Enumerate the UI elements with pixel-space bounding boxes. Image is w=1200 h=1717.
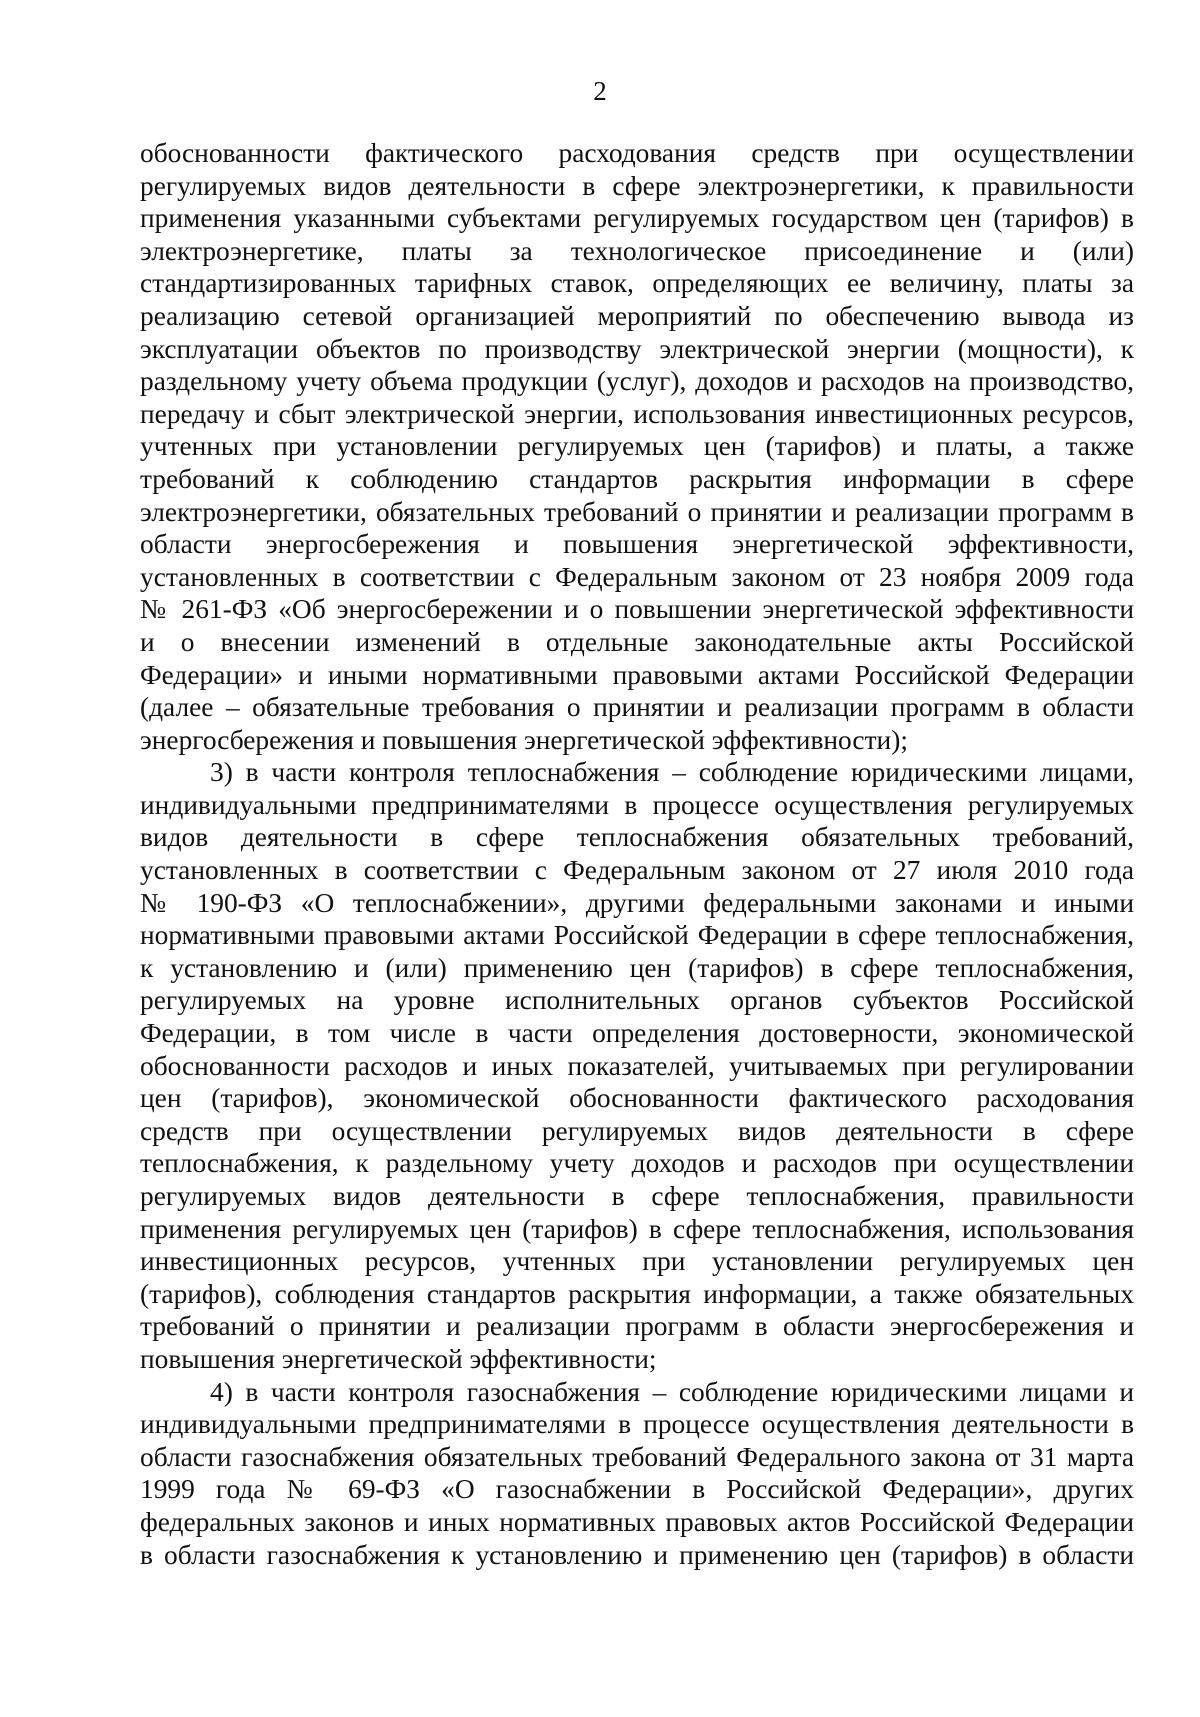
text-line: электроэнергетике, платы за технологическое присоединение и (или)	[140, 235, 1134, 266]
text-line: в области газоснабжения к установлению и применению цен (тарифов) в области	[140, 1539, 1134, 1570]
paragraph-item-3	[140, 756, 1134, 1375]
text-line: области энергосбережения и повышения энергетической эффективности,	[140, 529, 1134, 560]
text-line: индивидуальными предпринимателями в процессе осуществления регулируемых	[140, 789, 1134, 820]
text-line: 4) в части контроля газоснабжения – соблюдение юридическими лицами и	[210, 1376, 1134, 1407]
text-line: требований к соблюдению стандартов раскрытия информации в сфере	[140, 463, 1134, 494]
text-line: установленных в соответствии с Федеральным законом от 27 июля 2010 года	[140, 855, 1134, 886]
text-line: и о внесении изменений в отдельные законодательные акты Российской	[140, 626, 1134, 657]
text-line: обоснованности расходов и иных показателей, учитываемых при регулировании	[140, 1050, 1134, 1081]
text-line: применения регулируемых цен (тарифов) в сфере теплоснабжения, использования	[140, 1213, 1134, 1244]
text-line: учтенных при установлении регулируемых цен (тарифов) и платы, а также	[140, 431, 1134, 462]
text-line: передачу и сбыт электрической энергии, использования инвестиционных ресурсов,	[140, 398, 1134, 429]
text-line: Федерации» и иными нормативными правовыми актами Российской Федерации	[140, 659, 1134, 690]
paragraph-item-4	[140, 1376, 1134, 1572]
text-line: 1999 года № 69-ФЗ «О газоснабжении в Российской Федерации», других	[140, 1474, 1134, 1505]
text-line: обоснованности фактического расходования средств при осуществлении	[140, 138, 1134, 168]
text-line: № 261-ФЗ «Об энергосбережении и о повышении энергетической эффективности	[140, 594, 1134, 625]
text-line: применения указанными субъектами регулируемых государством цен (тарифов) в	[140, 203, 1134, 234]
text-line: цен (тарифов), экономической обоснованности фактического расходования	[140, 1083, 1134, 1114]
text-line: раздельному учету объема продукции (услуг), доходов и расходов на производство,	[140, 366, 1134, 397]
document-body	[140, 137, 1134, 1571]
text-line: средств при осуществлении регулируемых видов деятельности в сфере	[140, 1115, 1134, 1146]
text-line: стандартизированных тарифных ставок, определяющих ее величину, платы за	[140, 268, 1134, 299]
text-line: (тарифов), соблюдения стандартов раскрытия информации, а также обязательных	[140, 1278, 1134, 1309]
text-line: энергосбережения и повышения энергетической эффективности);	[140, 724, 908, 755]
text-line: теплоснабжения, к раздельному учету доходов и расходов при осуществлении	[140, 1148, 1134, 1179]
text-line: установленных в соответствии с Федеральным законом от 23 ноября 2009 года	[140, 561, 1134, 592]
text-line: (далее – обязательные требования о принятии и реализации программ в области	[140, 692, 1134, 723]
text-line: инвестиционных ресурсов, учтенных при установлении регулируемых цен	[140, 1246, 1134, 1277]
text-line: федеральных законов и иных нормативных правовых актов Российской Федерации	[140, 1506, 1134, 1537]
paragraph-continuation	[140, 137, 1134, 756]
text-line: нормативными правовыми актами Российской Федерации в сфере теплоснабжения,	[140, 920, 1134, 951]
text-line: видов деятельности в сфере теплоснабжения обязательных требований,	[140, 822, 1134, 853]
text-line: регулируемых видов деятельности в сфере электроэнергетики, к правильности	[140, 170, 1134, 201]
text-line: повышения энергетической эффективности;	[140, 1343, 657, 1374]
text-line: реализацию сетевой организацией мероприятий по обеспечению вывода из	[140, 300, 1134, 331]
text-line: регулируемых видов деятельности в сфере теплоснабжения, правильности	[140, 1181, 1134, 1211]
text-line: индивидуальными предпринимателями в процессе осуществления деятельности в	[140, 1409, 1134, 1440]
text-line: требований о принятии и реализации программ в области энергосбережения и	[140, 1311, 1134, 1342]
text-line: Федерации, в том числе в части определения достоверности, экономической	[140, 1018, 1134, 1049]
text-line: области газоснабжения обязательных требований Федерального закона от 31 марта	[140, 1441, 1134, 1472]
text-line: эксплуатации объектов по производству электрической энергии (мощности), к	[140, 333, 1134, 364]
text-line: регулируемых на уровне исполнительных органов субъектов Российской	[140, 985, 1134, 1016]
text-line: № 190-ФЗ «О теплоснабжении», другими федеральными законами и иными	[140, 887, 1134, 918]
text-line: 3) в части контроля теплоснабжения – соблюдение юридическими лицами,	[210, 757, 1134, 788]
text-line: электроэнергетики, обязательных требований о принятии и реализации программ в	[140, 496, 1134, 527]
page-number: 2	[593, 76, 607, 106]
text-line: к установлению и (или) применению цен (тарифов) в сфере теплоснабжения,	[140, 952, 1134, 983]
